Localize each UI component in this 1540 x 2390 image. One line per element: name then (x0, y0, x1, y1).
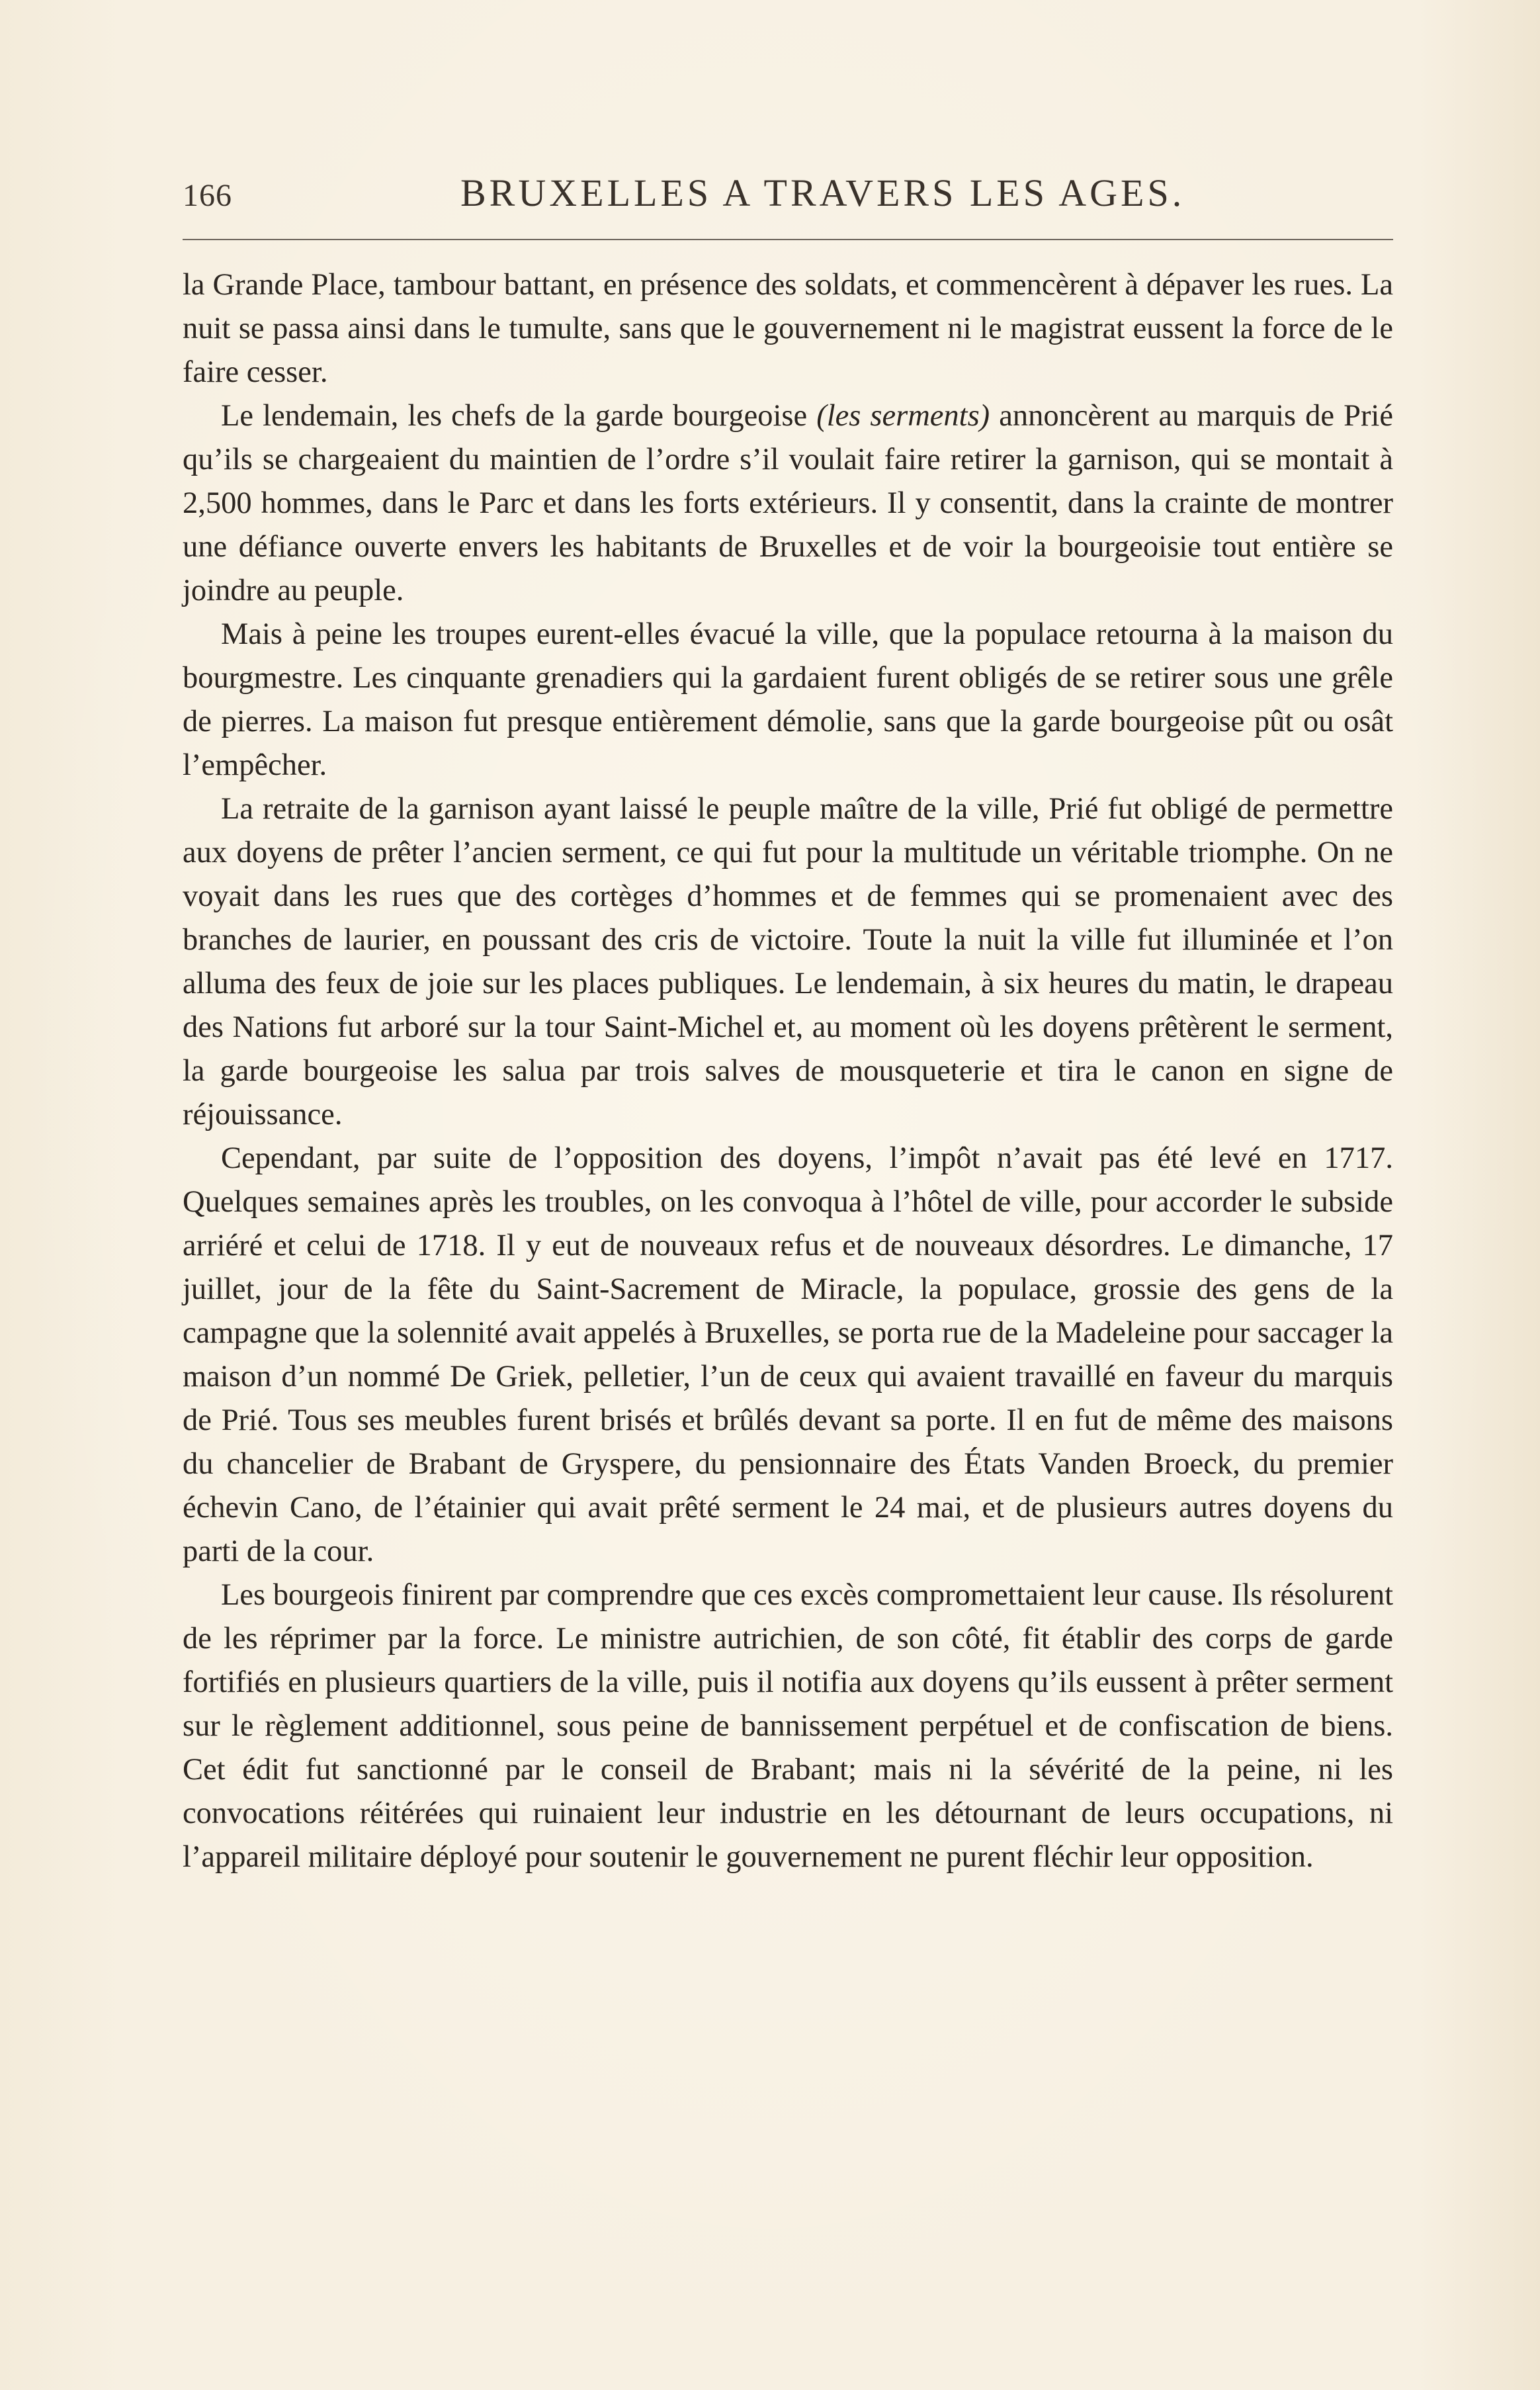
running-title: BRUXELLES A TRAVERS LES AGES. (460, 171, 1185, 214)
page-number: 166 (183, 178, 232, 213)
paragraph-2-italic: (les serments) (816, 399, 990, 433)
page-header (183, 171, 1393, 224)
paragraph-3: Mais à peine les troupes eurent-elles évacué la ville, que la populace retourna à la maison du bourgmestre. Les cinquante grenadiers qui la gardaient furent obligés de se retirer sous une grêle de pierres. La maison fut presque entièrement démolie, sans que la garde bourgeoise pût ou osât l’empêcher. (183, 617, 1393, 782)
paragraph-2-text-a: Le lendemain, les chefs de la garde bourgeoise (221, 399, 817, 433)
paragraph-1: la Grande Place, tambour battant, en présence des soldats, et commencèrent à dépaver les rues. La nuit se passa ainsi dans le tumulte, sans que le gouvernement ni le magistrat eussent la force de le faire cesser. (183, 268, 1393, 389)
body-text (183, 263, 1393, 1879)
paragraph-6: Les bourgeois finirent par comprendre que ces excès compromettaient leur cause. Ils résolurent de les réprimer par la force. Le ministre autrichien, de son côté, fit établir des corps de garde fortifiés en plusieurs quartiers de la ville, puis il notifia aux doyens qu’ils eussent à prêter serment sur le règlement additionnel, sous peine de bannissement perpétuel et de confiscation de biens. Cet édit fut sanctionné par le conseil de Brabant; mais ni la sévérité de la peine, ni les convocations réitérées qui ruinaient leur industrie en les détournant de leurs occupations, ni l’appareil militaire déployé pour soutenir le gouvernement ne purent fléchir leur opposition. (183, 1578, 1393, 1874)
paragraph-2-text-b: annoncèrent au marquis de Prié qu’ils se chargeaient du maintien de l’ordre s’il voulait faire retirer la garnison, qui se montait à 2,500 hommes, dans le Parc et dans les forts extérieurs. Il y consentit, dans la crainte de montrer une défiance ouverte envers les habitants de Bruxelles et de voir la bourgeoisie tout entière se joindre au peuple. (183, 399, 1393, 607)
paragraph-2 (183, 394, 1393, 613)
header-rule (183, 239, 1393, 240)
paragraph-4: La retraite de la garnison ayant laissé le peuple maître de la ville, Prié fut obligé de permettre aux doyens de prêter l’ancien serment, ce qui fut pour la multitude un véritable triomphe. On ne voyait dans les rues que des cortèges d’hommes et de femmes qui se promenaient avec des branches de laurier, en poussant des cris de victoire. Toute la nuit la ville fut illuminée et l’on alluma des feux de joie sur les places publiques. Le lendemain, à six heures du matin, le drapeau des Nations fut arboré sur la tour Saint-Michel et, au moment où les doyens prêtèrent le serment, la garde bourgeoise les salua par trois salves de mousqueterie et tira le canon en signe de réjouissance. (183, 792, 1393, 1131)
paragraph-5: Cependant, par suite de l’opposition des doyens, l’impôt n’avait pas été levé en 1717. Quelques semaines après les troubles, on les convoqua à l’hôtel de ville, pour accorder le subside arriéré et celui de 1718. Il y eut de nouveaux refus et de nouveaux désordres. Le dimanche, 17 juillet, jour de la fête du Saint-Sacrement de Miracle, la populace, grossie des gens de la campagne que la solennité avait appelés à Bruxelles, se porta rue de la Madeleine pour saccager la maison d’un nommé De Griek, pelletier, l’un de ceux qui avaient travaillé en faveur du marquis de Prié. Tous ses meubles furent brisés et brûlés devant sa porte. Il en fut de même des maisons du chancelier de Brabant de Gryspere, du pensionnaire des États Vanden Broeck, du premier échevin Cano, de l’étainier qui avait prêté serment le 24 mai, et de plusieurs autres doyens du parti de la cour. (183, 1141, 1393, 1568)
